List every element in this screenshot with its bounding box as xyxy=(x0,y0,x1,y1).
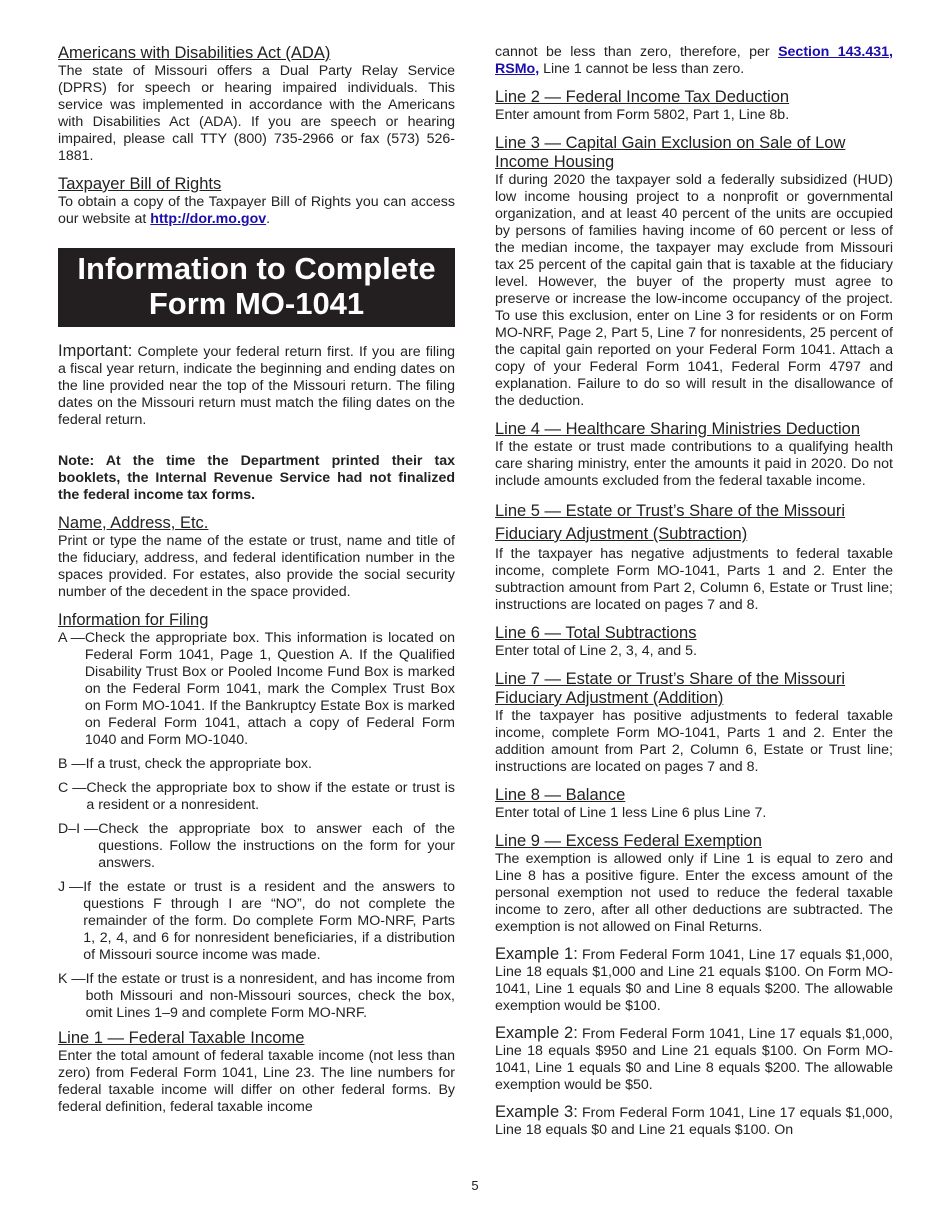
filing-item-text: Check the appropriate box to answer each of the questions. Follow the instructions on the form for your answers. xyxy=(98,821,455,871)
filing-item-key: J — xyxy=(58,879,84,895)
line9-body: The exemption is allowed only if Line 1 is equal to zero and Line 8 has a positive figure. Enter the excess amount of the personal exemption not used to reduce the federal taxable income to zero, after all other deductions are subtracted. The exemption is not allowed on Final Returns. xyxy=(495,851,893,935)
line5-heading: Line 5 — Estate or Trust’s Share of the Missouri Fiduciary Adjustment (Subtraction) xyxy=(495,502,846,543)
bill-of-rights-heading: Taxpayer Bill of Rights xyxy=(58,175,222,193)
filing-item-key: A — xyxy=(58,630,85,646)
example-2 xyxy=(495,1025,893,1094)
filing-item-d-i xyxy=(58,821,455,872)
line1-continued-text: cannot be less than zero, therefore, per xyxy=(495,44,779,60)
right-column xyxy=(495,44,893,1149)
bill-of-rights-text: To obtain a copy of the Taxpayer Bill of Rights you can access our website at xyxy=(58,194,455,227)
line5-section xyxy=(495,500,893,614)
line8-body: Enter total of Line 1 less Line 6 plus Line 7. xyxy=(495,805,767,821)
filing-item-text: If a trust, check the appropriate box. xyxy=(85,756,312,772)
filing-item-text: Check the appropriate box. This information is located on Federal Form 1041, Page 1, Question A. If the Qualified Disability Trust Box or Pooled Income Fund Box is marked on the Federal Form 1041, mark the Complex Trust Box on Form MO-1041. If the Bankruptcy Estate Box is marked on Federal Form 1041, attach a copy of Federal Form 1040 and Form MO-1040. xyxy=(84,630,455,748)
line2-body: Enter amount from Form 5802, Part 1, Line 8b. xyxy=(495,107,790,123)
important-label: Important: xyxy=(58,342,133,360)
line9-heading: Line 9 — Excess Federal Exemption xyxy=(495,832,762,850)
line2-heading: Line 2 — Federal Income Tax Deduction xyxy=(495,88,790,106)
example-label: Example 3: xyxy=(495,1103,578,1121)
line7-section xyxy=(495,670,893,776)
filing-item-c xyxy=(58,780,455,814)
line1-continued-end: Line 1 cannot be less than zero. xyxy=(539,61,745,77)
line8-heading: Line 8 — Balance xyxy=(495,786,626,804)
line1-section xyxy=(58,1029,455,1116)
example-body: From Federal Form 1041, Line 17 equals $1,000, Line 18 equals $1,000 and Line 21 equals $100. On Form MO-1041, Line 1 equals $0 and Line 8 equals $200. The allowable exemption would be $100. xyxy=(495,947,893,1014)
line2-section xyxy=(495,88,893,124)
name-address-section xyxy=(58,514,455,601)
filing-heading: Information for Filing xyxy=(58,611,209,629)
line4-heading: Line 4 — Healthcare Sharing Ministries Deduction xyxy=(495,420,861,438)
banner-line-2: Form MO-1041 xyxy=(148,286,365,321)
important-body: Complete your federal return first. If you are filing a fiscal year return, indicate the beginning and ending dates on the line provided near the top of the Missouri return. The filing dates on the Missouri return must match the filing dates on the federal return. xyxy=(58,344,455,428)
filing-section xyxy=(58,611,455,1022)
bill-of-rights-period: . xyxy=(266,211,271,227)
line3-body: If during 2020 the taxpayer sold a federally subsidized (HUD) low income housing project to a nonprofit or governmental organization, and at least 40 percent of the units are occupied by persons of families having income of 60 percent or less of the median income, the taxpayer may exclude from Missouri tax 25 percent of the capital gain that is taxable at the fiduciary level. However, the buyer of the property must agree to preserve or increase the low-income occupancy of the project. To use this exclusion, enter on Line 3 for residents or on Form MO-NRF, Page 2, Part 5, Line 7 for nonresidents, 25 percent of the capital gain reported on your Federal Form 1041. Attach a copy of your Federal Form 1041, Federal Form 4797 and explanation. Failure to do so will result in the disallowance of the deduction. xyxy=(495,172,893,409)
line4-section xyxy=(495,420,893,490)
bill-of-rights-body xyxy=(58,194,455,228)
filing-item-key: K — xyxy=(58,971,86,987)
page-number: 5 xyxy=(471,1178,479,1193)
ada-section xyxy=(58,44,455,165)
filing-item-key: C — xyxy=(58,780,87,796)
banner-line-1: Information to Complete xyxy=(77,251,436,286)
line6-section xyxy=(495,624,893,660)
bill-of-rights-section xyxy=(58,175,455,228)
filing-item-text: If the estate or trust is a resident and the answers to questions F through I are “NO”, do not complete the remainder of the form. Do complete Form MO-NRF, Parts 1, 2, 4, and 6 for nonresident beneficiaries, if a distribution of Missouri source income was made. xyxy=(83,879,455,963)
filing-item-b xyxy=(58,756,455,773)
line5-body: If the taxpayer has negative adjustments to federal taxable income, complete Form MO-1041, Parts 1 and 2. Enter the subtraction amount from Part 2, Column 6, Estate or Trust line; instructions are located on pages 7 and 8. xyxy=(495,546,893,613)
example-3 xyxy=(495,1104,893,1139)
note-paragraph: Note: At the time the Department printed their tax booklets, the Internal Revenue Service had not finalized the federal income tax forms. xyxy=(58,453,455,503)
example-label: Example 2: xyxy=(495,1024,578,1042)
line7-body: If the taxpayer has positive adjustments to federal taxable income, complete Form MO-1041, Parts 1 and 2. Enter the addition amount from Part 2, Column 6, Estate or Trust line; instructions are located on pages 7 and 8. xyxy=(495,708,893,775)
filing-item-k xyxy=(58,971,455,1022)
line1-continued xyxy=(495,44,893,78)
line1-heading: Line 1 — Federal Taxable Income xyxy=(58,1029,305,1047)
line7-heading: Line 7 — Estate or Trust’s Share of the Missouri Fiduciary Adjustment (Addition) xyxy=(495,670,846,707)
filing-item-key: B — xyxy=(58,756,86,772)
dor-website-link[interactable]: http://dor.mo.gov xyxy=(150,211,267,227)
filing-item-j xyxy=(58,879,455,964)
filing-item-text: If the estate or trust is a nonresident, and has income from both Missouri and non-Missouri sources, check the box, omit Lines 1–9 and complete Form MO-NRF. xyxy=(85,971,455,1021)
example-1 xyxy=(495,946,893,1015)
statute-link[interactable]: Section 143.431, RSMo, xyxy=(495,44,893,77)
line9-section xyxy=(495,832,893,936)
line3-heading: Line 3 — Capital Gain Exclusion on Sale of Low Income Housing xyxy=(495,134,846,171)
line6-heading: Line 6 — Total Subtractions xyxy=(495,624,697,642)
filing-list xyxy=(58,630,455,1022)
page-title-banner xyxy=(58,248,455,327)
line6-body: Enter total of Line 2, 3, 4, and 5. xyxy=(495,643,697,659)
name-address-body: Print or type the name of the estate or trust, name and title of the fiduciary, address, and federal identification number in the spaces provided. For estates, also provide the social security number of the decedent in the space provided. xyxy=(58,533,455,600)
example-label: Example 1: xyxy=(495,945,578,963)
line8-section xyxy=(495,786,893,822)
ada-heading: Americans with Disabilities Act (ADA) xyxy=(58,44,331,62)
important-paragraph xyxy=(58,343,455,429)
example-body: From Federal Form 1041, Line 17 equals $1,000, Line 18 equals $0 and Line 21 equals $100. On xyxy=(495,1105,893,1138)
line4-body: If the estate or trust made contributions to a qualifying health care sharing ministry, enter the amounts it paid in 2020. Do not include amounts excluded from the federal taxable income. xyxy=(495,439,893,489)
filing-item-key: D–I — xyxy=(58,821,99,837)
filing-item-a xyxy=(58,630,455,749)
name-address-heading: Name, Address, Etc. xyxy=(58,514,209,532)
left-column xyxy=(58,44,455,1126)
line3-section xyxy=(495,134,893,410)
line1-body: Enter the total amount of federal taxable income (not less than zero) from Federal Form 1041, Line 23. The line numbers for federal taxable income will differ on other federal forms. By federal definition, federal taxable income xyxy=(58,1048,455,1115)
ada-body: The state of Missouri offers a Dual Party Relay Service (DPRS) for speech or hearing impaired individuals. This service was implemented in accordance with the Americans with Disabilities Act (ADA). If you are speech or hearing impaired, please call TTY (800) 735-2966 or fax (573) 526-1881. xyxy=(58,63,455,164)
example-body: From Federal Form 1041, Line 17 equals $1,000, Line 18 equals $950 and Line 21 equals $100. On Form MO-1041, Line 1 equals $0 and Line 8 equals $200. The allowable exemption would be $50. xyxy=(495,1026,893,1093)
filing-item-text: Check the appropriate box to show if the estate or trust is a resident or a nonresident. xyxy=(86,780,455,813)
